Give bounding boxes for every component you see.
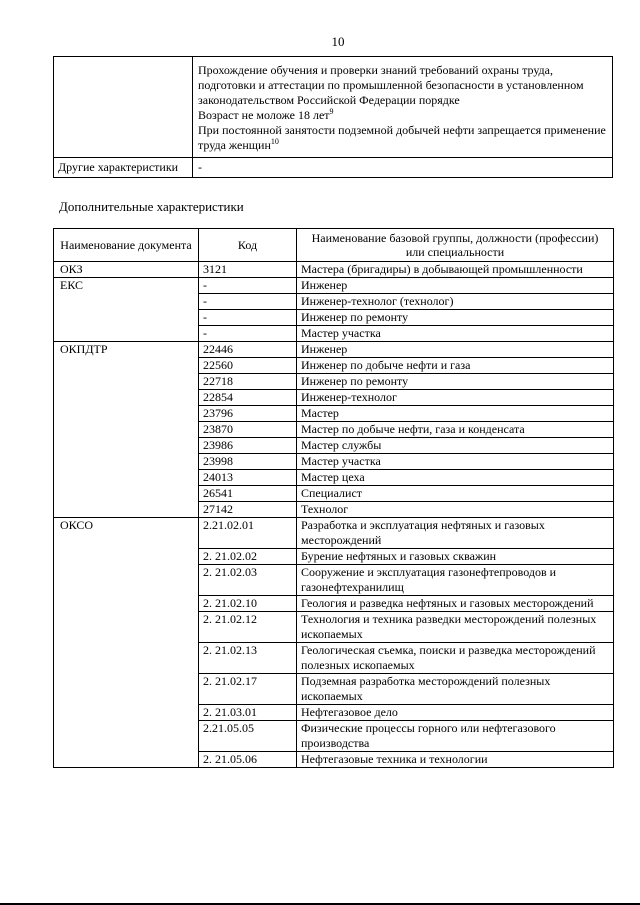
code-cell: - xyxy=(199,294,297,310)
code-cell: 22560 xyxy=(199,358,297,374)
additional-characteristics-table xyxy=(53,228,614,768)
occupation-name-cell: Инженер xyxy=(297,278,614,294)
occupation-name-cell: Нефтегазовое дело xyxy=(297,705,614,721)
occupation-name-cell: Мастер участка xyxy=(297,454,614,470)
occupation-name-cell: Мастер участка xyxy=(297,326,614,342)
code-cell: 2. 21.02.13 xyxy=(199,643,297,674)
other-characteristics-row xyxy=(54,158,613,178)
age-requirement: Возраст не моложе 18 лет$^9$ xyxy=(198,107,334,122)
code-cell: 22718 xyxy=(199,374,297,390)
code-cell: 26541 xyxy=(199,486,297,502)
code-cell: 23870 xyxy=(199,422,297,438)
occupation-name-cell: Мастер службы xyxy=(297,438,614,454)
requirements-label-cell xyxy=(54,57,193,158)
code-cell: 2. 21.02.12 xyxy=(199,612,297,643)
doc-name-cell: ЕКС xyxy=(54,278,199,342)
code-cell: 22446 xyxy=(199,342,297,358)
requirements-content-cell xyxy=(193,57,613,158)
occupation-name-cell: Мастера (бригадиры) в добывающей промышленности xyxy=(297,262,614,278)
code-cell: 2. 21.05.06 xyxy=(199,752,297,768)
code-cell: 23998 xyxy=(199,454,297,470)
table-body xyxy=(54,262,614,768)
women-restriction: При постоянной занятости подземной добычей нефти запрещается применение труда женщин$^{10}$ xyxy=(198,123,606,152)
code-cell: 2. 21.02.02 xyxy=(199,549,297,565)
code-cell: - xyxy=(199,278,297,294)
occupation-name-cell: Инженер xyxy=(297,342,614,358)
occupation-name-cell: Геология и разведка нефтяных и газовых месторождений xyxy=(297,596,614,612)
occupation-name-cell: Специалист xyxy=(297,486,614,502)
header-doc: Наименование документа xyxy=(54,229,199,262)
table-row xyxy=(54,278,614,294)
code-cell: 23796 xyxy=(199,406,297,422)
training-requirement: Прохождение обучения и проверки знаний требований охраны труда, подготовки и аттестации по промышленной безопасности в установленном законодательством Российской Федерации порядке xyxy=(198,63,584,107)
occupation-name-cell: Инженер-технолог (технолог) xyxy=(297,294,614,310)
occupation-name-cell: Нефтегазовые техника и технологии xyxy=(297,752,614,768)
other-characteristics-label: Другие характеристики xyxy=(54,158,193,178)
occupation-name-cell: Сооружение и эксплуатация газонефтепроводов и газонефтехранилищ xyxy=(297,565,614,596)
code-cell: - xyxy=(199,326,297,342)
code-cell: 23986 xyxy=(199,438,297,454)
code-cell: 2. 21.02.17 xyxy=(199,674,297,705)
occupation-name-cell: Технология и техника разведки месторождений полезных ископаемых xyxy=(297,612,614,643)
table-row xyxy=(54,342,614,358)
section-heading: Дополнительные характеристики xyxy=(59,199,244,214)
occupation-name-cell: Разработка и эксплуатация нефтяных и газовых месторождений xyxy=(297,518,614,549)
occupation-name-cell: Инженер по ремонту xyxy=(297,374,614,390)
doc-name-cell: ОКСО xyxy=(54,518,199,768)
page-number: 10 xyxy=(331,34,345,49)
occupation-name-cell: Инженер по ремонту xyxy=(297,310,614,326)
code-cell: 3121 xyxy=(199,262,297,278)
requirements-table xyxy=(53,56,613,178)
table-row xyxy=(54,262,614,278)
occupation-name-cell: Мастер цеха xyxy=(297,470,614,486)
footnote-ref: 10 xyxy=(270,137,279,146)
requirements-row xyxy=(54,57,613,158)
occupation-name-cell: Физические процессы горного или нефтегазового производства xyxy=(297,721,614,752)
occupation-name-cell: Мастер по добыче нефти, газа и конденсата xyxy=(297,422,614,438)
occupation-name-cell: Мастер xyxy=(297,406,614,422)
code-cell: 22854 xyxy=(199,390,297,406)
code-cell: 27142 xyxy=(199,502,297,518)
occupation-name-cell: Геологическая съемка, поиски и разведка месторождений полезных ископаемых xyxy=(297,643,614,674)
doc-name-cell: ОКПДТР xyxy=(54,342,199,518)
code-cell: 2.21.05.05 xyxy=(199,721,297,752)
header-code: Код xyxy=(199,229,297,262)
occupation-name-cell: Инженер-технолог xyxy=(297,390,614,406)
code-cell: 2. 21.02.03 xyxy=(199,565,297,596)
occupation-name-cell: Подземная разработка месторождений полезных ископаемых xyxy=(297,674,614,705)
doc-name-cell: ОКЗ xyxy=(54,262,199,278)
code-cell: - xyxy=(199,310,297,326)
occupation-name-cell: Бурение нефтяных и газовых скважин xyxy=(297,549,614,565)
occupation-name-cell: Инженер по добыче нефти и газа xyxy=(297,358,614,374)
code-cell: 2. 21.03.01 xyxy=(199,705,297,721)
header-name: Наименование базовой группы, должности (профессии) или специальности xyxy=(297,229,614,262)
code-cell: 24013 xyxy=(199,470,297,486)
table-row xyxy=(54,518,614,549)
other-characteristics-value: - xyxy=(193,158,613,178)
footnote-ref: 9 xyxy=(329,107,334,116)
occupation-name-cell: Технолог xyxy=(297,502,614,518)
code-cell: 2.21.02.01 xyxy=(199,518,297,549)
table-header-row xyxy=(54,229,614,262)
code-cell: 2. 21.02.10 xyxy=(199,596,297,612)
